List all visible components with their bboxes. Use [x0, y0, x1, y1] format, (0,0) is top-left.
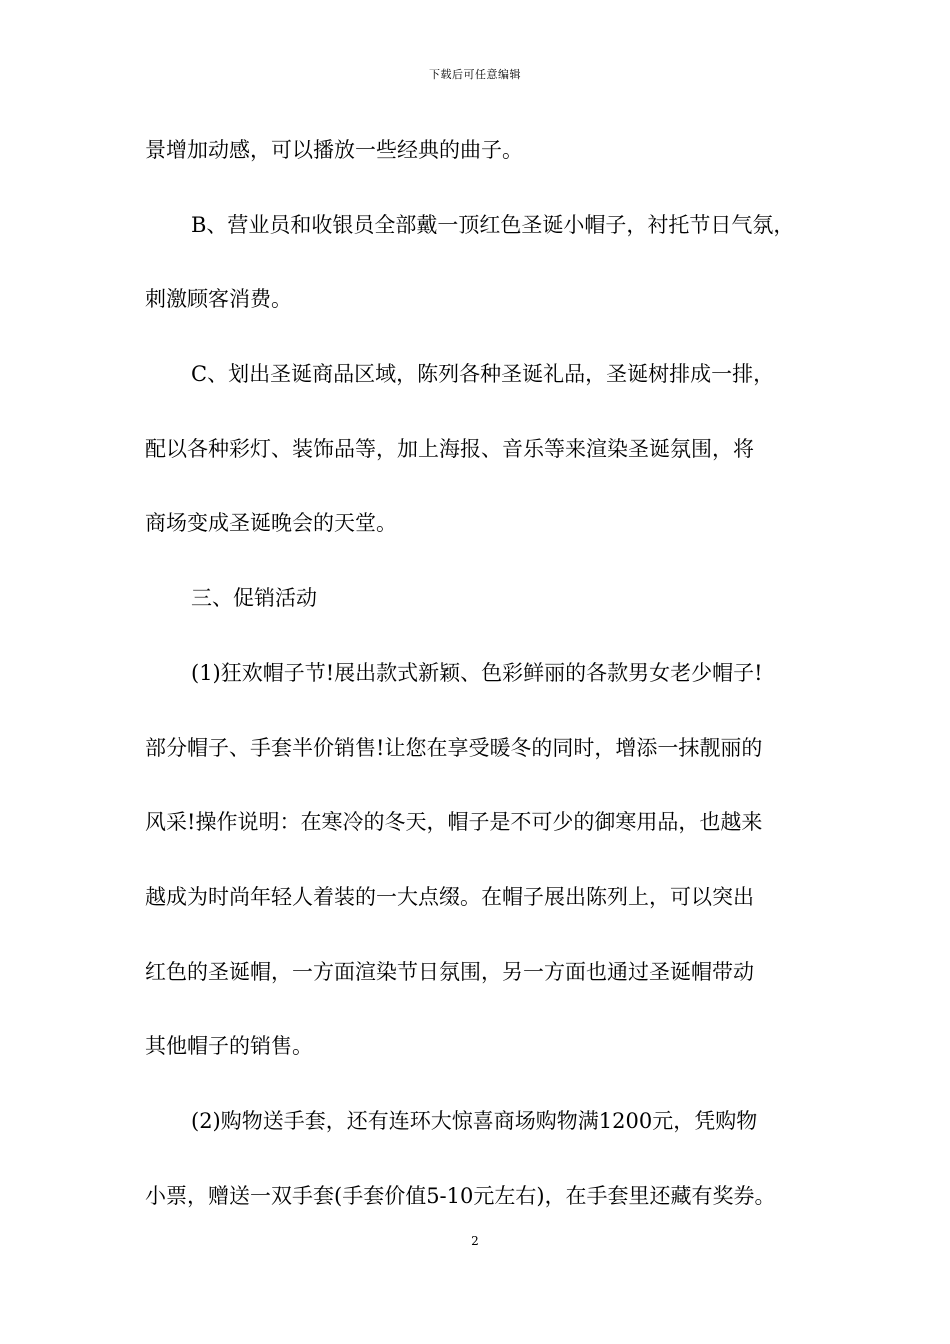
document-body [145, 132, 815, 1252]
body-line: 红色的圣诞帽，一方面渲染节日氛围，另一方面也通过圣诞帽带动 [145, 959, 754, 984]
body-line: 小票，赠送一双手套(手套价值5-10元左右)，在手套里还藏有奖券。 [145, 1183, 776, 1208]
body-line: (2)购物送手套，还有连环大惊喜商场购物满1200元，凭购物 [191, 1108, 758, 1133]
page-number: 2 [471, 1234, 479, 1248]
body-line: C、划出圣诞商品区域，陈列各种圣诞礼品，圣诞树排成一排， [191, 362, 775, 387]
body-line: 部分帽子、手套半价销售!让您在享受暖冬的同时，增添一抹靓丽的 [145, 735, 763, 760]
body-line: 景增加动感，可以播放一些经典的曲子。 [145, 138, 523, 162]
body-line: 商场变成圣诞晚会的天堂。 [145, 511, 397, 536]
body-line: B、营业员和收银员全部戴一顶红色圣诞小帽子，衬托节日气氛， [191, 212, 795, 237]
body-line: 越成为时尚年轻人着装的一大点缀。在帽子展出陈列上，可以突出 [145, 884, 754, 909]
body-line: (1)狂欢帽子节!展出款式新颖、色彩鲜丽的各款男女老少帽子! [191, 660, 763, 685]
section-heading: 三、促销活动 [191, 586, 317, 611]
body-line: 其他帽子的销售。 [145, 1034, 313, 1059]
page-header: 下载后可任意编辑 [429, 68, 521, 81]
body-line: 刺激顾客消费。 [145, 287, 292, 312]
body-line: 配以各种彩灯、装饰品等，加上海报、音乐等来渲染圣诞氛围，将 [145, 436, 754, 461]
body-line: 风采!操作说明：在寒冷的冬天，帽子是不可少的御寒用品，也越来 [145, 810, 763, 835]
